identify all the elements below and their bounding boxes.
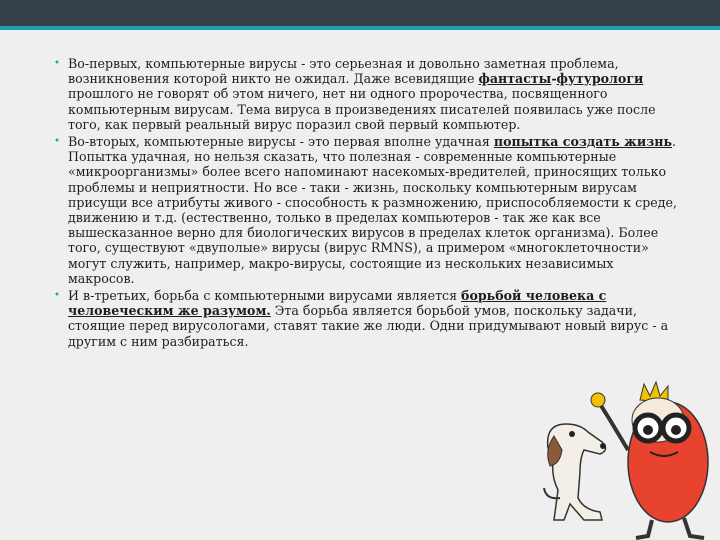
dog-icon [544,424,606,520]
link-fantasty[interactable]: фантасты [478,71,552,87]
bullet-item-2 [54,134,684,286]
bullet-3-text-pre: И в-третьих, борьба с компьютерными вирусами является [68,288,462,304]
header-accent-line [0,26,720,30]
bullet-icon: • [54,290,60,302]
bullet-item-1 [54,56,684,132]
bullet-list [54,56,684,349]
link-borba-cheloveka[interactable]: борьбой человека с человеческим же разумом. [68,288,607,319]
bullet-item-3 [54,288,684,349]
egghead-character-icon [591,382,708,538]
slide-content [54,56,684,351]
link-futurologi[interactable]: футурологи [556,71,644,87]
bullet-2-text-post: . Попытка удачная, но нельзя сказать, что полезная - современные компьютерные «микроорганизмы» более всего напоминают насекомых-вредителей, приносящих только проблемы и неприятности. Но все - таки - жизнь, поскольку компьютерным вирусам присущи все атрибуты живого - способность к размножению, приспособляемости к среде, движению и т.д. (естественно, только в пределах компьютеров - так же как все вышесказанное верно для биологических вирусов в пределах клеток организма). Более того, существуют «двуполые» вирусы (вирус RMNS), а примером «многоклеточности» могут служить, например, макро-вирусы, состоящие из нескольких независимых макросов. [68,134,677,286]
header-bar [0,0,720,26]
bullet-icon: • [54,58,60,69]
bullet-icon: • [54,136,60,148]
bullet-1-text-post: прошлого не говорят об этом ничего, нет ни одного пророчества, посвященного компьютерным вирусам. Тема вируса в произведениях писателей появилась уже после того, как первый реальный вирус поразил свой первый компьютер. [68,86,656,132]
link-popytka-sozdat-zhizn[interactable]: попытка создать жизнь [493,134,673,150]
bullet-2-text-pre: Во-вторых, компьютерные вирусы - это первая вполне удачная [68,134,494,150]
bullet-1-separator: - [551,71,557,87]
bullet-3-text-post: Эта борьба является борьбой умов, поскольку задачи, стоящие перед вирусологами, ставят такие же люди. Одни придумывают новый вирус - а другим с ним разбираться. [68,303,669,349]
cartoon-character-and-dog-icon [540,380,720,540]
bullet-1-text-pre: Во-первых, компьютерные вирусы - это серьезная и довольно заметная проблема, возникновения которой никто не ожидал. Даже всевидящие [68,56,619,87]
